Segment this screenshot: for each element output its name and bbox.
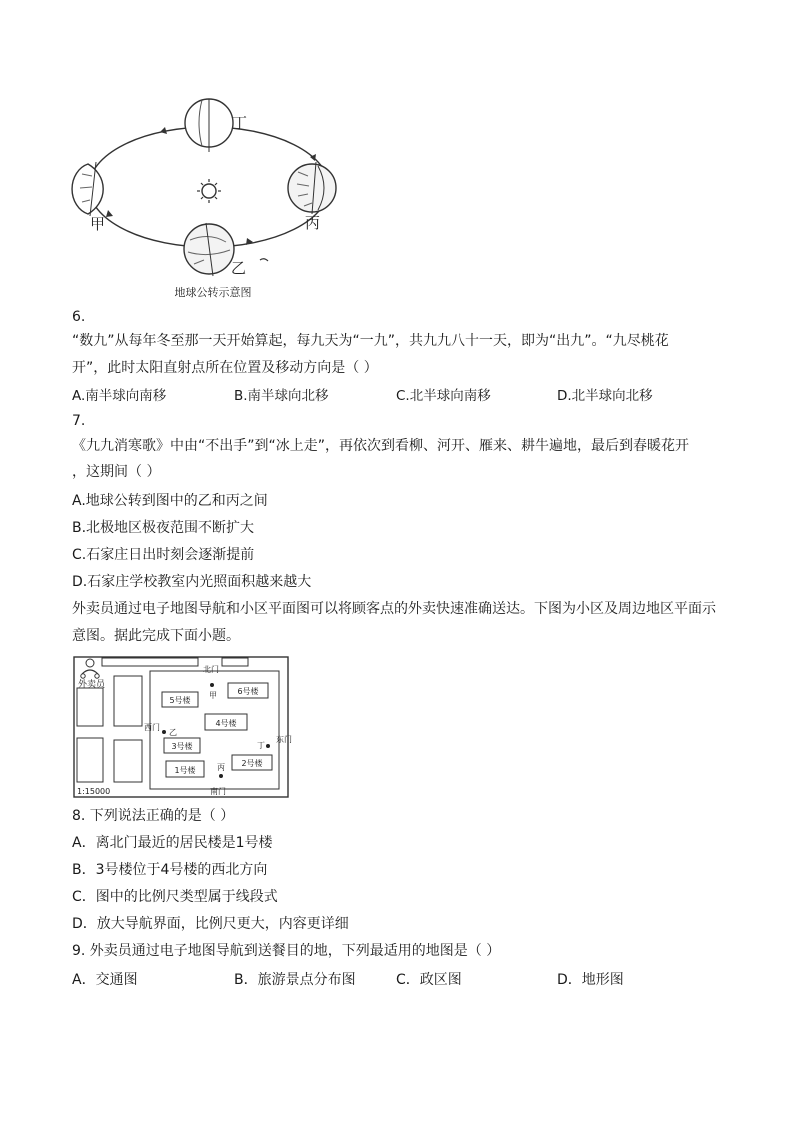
building-1: [166, 761, 204, 777]
svg-text:甲: 甲: [209, 691, 217, 700]
svg-text:3号楼: 3号楼: [171, 742, 193, 751]
label-ding: 丁: [232, 114, 248, 132]
svg-text:4号楼: 4号楼: [215, 719, 237, 728]
svg-text:2号楼: 2号楼: [241, 759, 263, 768]
left-block: [114, 740, 142, 782]
q9-option-a[interactable]: A．交通图: [72, 972, 138, 988]
building-2: [232, 755, 272, 770]
svg-text:乙: 乙: [169, 728, 177, 737]
q7-option-a[interactable]: A.地球公转到图中的乙和丙之间: [72, 493, 268, 509]
earth-bing: [288, 162, 336, 214]
q6-option-b[interactable]: B.南半球向北移: [234, 388, 329, 404]
q7-option-d[interactable]: D.石家庄学校教室内光照面积越来越大: [72, 574, 312, 590]
north-gate-label: 北门: [203, 665, 219, 674]
figure1-caption: 地球公转示意图: [174, 286, 252, 299]
earth-jia: [72, 162, 103, 216]
mark-stroke: [260, 259, 268, 261]
q8-option-b[interactable]: B．3号楼位于4号楼的西北方向: [72, 862, 268, 878]
q6-stem-line1: “数九”从每年冬至那一天开始算起，每九天为“一九”，共九九八十一天，即为“出九”。“九尽桃花: [72, 333, 669, 349]
building-6: [228, 683, 268, 698]
q8-option-d[interactable]: D．放大导航界面，比例尺更大，内容更详细: [72, 916, 349, 932]
q7-stem-line1: 《九九消寒歌》中由“不出手”到“冰上走”，再依次到看柳、河开、雁来、耕牛遍地，最后到春暖花开: [72, 438, 690, 454]
q6-number: 6.: [72, 309, 86, 325]
left-block: [114, 676, 142, 726]
q7-option-b[interactable]: B.北极地区极夜范围不断扩大: [72, 520, 255, 536]
left-block: [77, 738, 103, 782]
svg-text:1号楼: 1号楼: [174, 766, 196, 775]
q9-option-d[interactable]: D．地形图: [557, 972, 624, 988]
q7-number: 7.: [72, 413, 86, 429]
earth-revolution-diagram: [68, 92, 358, 304]
building-4: [205, 714, 247, 730]
earth-ding: [185, 99, 233, 152]
south-gate-label: 南门: [210, 787, 226, 796]
orbit-arrow-icon: [160, 127, 167, 134]
q7-stem-line2: ，这期间（ ）: [72, 464, 161, 480]
q6-option-d[interactable]: D.北半球向北移: [557, 388, 653, 404]
community-plan-map: [72, 654, 290, 800]
q9-stem: 9. 外卖员通过电子地图导航到送餐目的地，下列最适用的地图是（ ）: [72, 943, 501, 959]
q6-stem-line2: 开”，此时太阳直射点所在位置及移动方向是（ ）: [72, 360, 378, 376]
intro-line2: 意图。据此完成下面小题。: [72, 628, 240, 644]
svg-text:丁: 丁: [257, 741, 265, 750]
svg-text:6号楼: 6号楼: [237, 687, 259, 696]
sun-icon: [197, 179, 221, 203]
q9-option-b[interactable]: B．旅游景点分布图: [234, 972, 356, 988]
building-5: [162, 692, 198, 707]
q7-option-c[interactable]: C.石家庄日出时刻会逐渐提前: [72, 547, 255, 563]
building-3: [164, 738, 200, 753]
top-block: [102, 658, 198, 666]
q8-stem: 8. 下列说法正确的是（ ）: [72, 808, 235, 824]
east-gate-label: 东门: [276, 735, 292, 744]
delivery-label: 外卖员: [78, 680, 106, 690]
top-block: [222, 658, 248, 666]
orbit-arrow-icon: [106, 210, 113, 217]
q9-option-c[interactable]: C．政区图: [396, 972, 462, 988]
svg-text:丙: 丙: [217, 763, 225, 772]
intro-line1: 外卖员通过电子地图导航和小区平面图可以将顾客点的外卖快速准确送达。下图为小区及周边地区平面示: [72, 601, 716, 617]
label-bing: 丙: [305, 214, 321, 232]
scale-label: 1:15000: [77, 787, 111, 796]
earth-yi: [184, 223, 234, 276]
q6-option-a[interactable]: A.南半球向南移: [72, 388, 167, 404]
west-gate-label: 西门: [144, 723, 160, 732]
svg-text:5号楼: 5号楼: [169, 696, 191, 705]
q8-option-c[interactable]: C．图中的比例尺类型属于线段式: [72, 889, 278, 905]
left-block: [77, 688, 103, 726]
label-jia: 甲: [90, 215, 106, 233]
q8-option-a[interactable]: A．离北门最近的居民楼是1号楼: [72, 835, 273, 851]
q6-option-c[interactable]: C.北半球向南移: [396, 388, 491, 404]
label-yi: 乙: [231, 259, 247, 277]
